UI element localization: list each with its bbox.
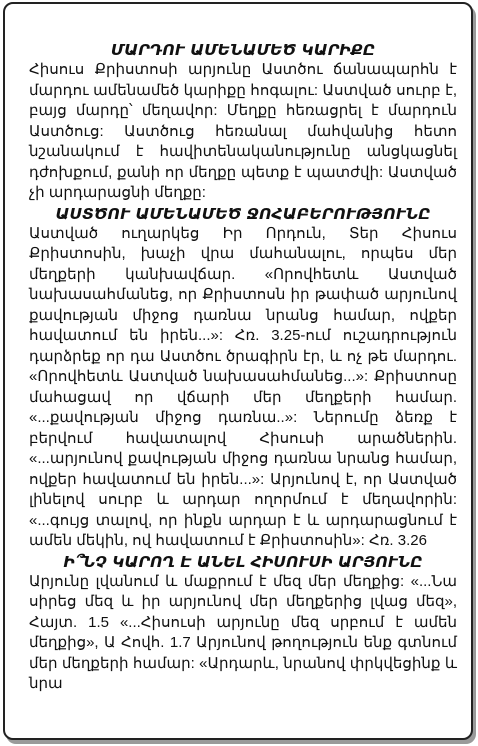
section-heading-blood-can-do: Ի՞ՆՉ ԿԱՐՈՂ Է ԱՆԵԼ ՀԻՍՈՒՍԻ ԱՐՅՈՒՆԸ [63, 552, 423, 571]
tract-page [3, 2, 473, 740]
section-text-greatest-need: Հիսուս Քրիստոսի արյունը Աստծու ճանապարհն է մարդու ամենամեծ կարիքը հոգալու: Աստված սուրբ է, բայց մարդը՝ մեղավոր: Մեղքը հեռացրել է մարդուն Աստծուց: Աստծուց հեռանալ մահվանից հետո նշանակում է հավիտենականությունը անցկացնել դժոխքում, քանի որ մեղքը պետք է պատժվի: Աստված չի արդարացնի մեղքը: [29, 61, 457, 201]
section-text-greatest-sacrifice: Աստված ուղարկեց Իր Որդուն, Տեր Հիսուս Քրիստոսին, խաչի վրա մահանալու, որպես մեր մեղքերի կանխավճար. «Որովհետև Աստված նախասահմանեց, որ Քրիստոսն իր թափած արյունով քավության միջոց դառնա նրանց համար, ովքեր հավատում են իրեն...»: Հռ. 3.25-ում ուշադրություն դարձրեք որ դա Աստծու ծրագիրն էր, և ոչ թե մարդու. «Որովհետև Աստված նախասահմանեց...»: Քրիստոսը մահացավ որ վճարի մեր մեղքերի համար. «...քավության միջոց դառնա..»: Ներումը ձեռք է բերվում հավատալով Հիսուսի արածներին. «...արյունով քավության միջոց դառնա նրանց համար, ովքեր հավատում են իրեն...»: Արյունով է, որ Աստված լինելով սուրբ և արդար ողորմում է մեղավորին: «...գույց տալով, որ ինքն արդար է և արդարացնում է ամեն մեկին, ով հավատում է Քրիստոսին»: Հռ. 3.26 [29, 224, 457, 549]
section-heading-greatest-sacrifice: ԱՍՏԾՈՒ ԱՄԵՆԱՄԵԾ ՋՈՀԱԲԵՐՈՒԹՅՈՒՆԸ [55, 204, 431, 223]
section-heading-greatest-need: ՄԱՐԴՈՒ ԱՄԵՆԱՄԵԾ ԿԱՐԻՔԸ [110, 41, 376, 59]
section-text-blood-can-do: Արյունը լվանում և մաքրում է մեզ մեր մեղքից: «...Նա սիրեց մեզ և իր արյունով մեր մեղքերից լվաց մեզ», Հայտ. 1.5 «...Հիսուսի արյունը մեզ սրբում է ամեն մեղքից», Ա Հովհ. 1.7 Արյունով թողություն ենք գտնում մեր մեղքերի համար: «Արդարև, նրանով փրկվեցինք և նրա [29, 572, 457, 692]
